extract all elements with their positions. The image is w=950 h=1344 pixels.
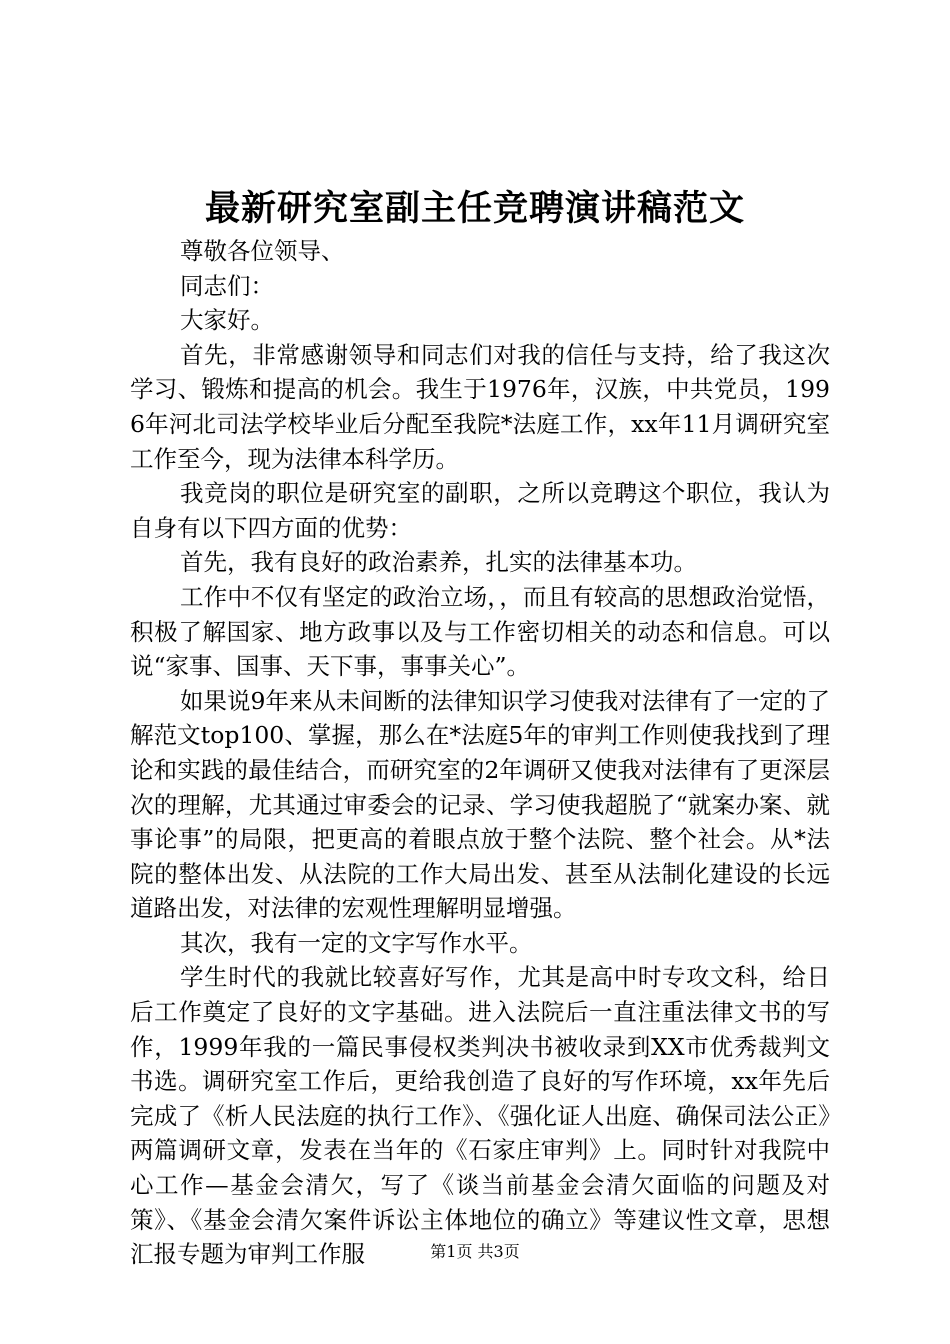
salutation-line-2: 同志们： (180, 271, 274, 300)
paragraph-advantage-1-detail: 工作中不仅有坚定的政治立场，，而且有较高的思想政治觉悟，积极了解国家、地方政事以及与工作密切相关的动态和信息。可以说“家事、国事、天下事，事事关心”。 (130, 582, 830, 681)
page-footer: 第1页 共3页 (430, 1242, 520, 1261)
paragraph-position: 我竞岗的职位是研究室的副职，之所以竞聘这个职位，我认为自身有以下四方面的优势： (130, 479, 830, 542)
salutation-line-1: 尊敬各位领导、 (180, 237, 345, 265)
greeting: 大家好。 (180, 306, 274, 335)
paragraph-advantage-2-heading: 其次，我有一定的文字写作水平。 (180, 928, 533, 957)
paragraph-advantage-1-heading: 首先，我有良好的政治素养，扎实的法律基本功。 (180, 548, 697, 577)
document-body (130, 234, 830, 1272)
document-title: 最新研究室副主任竞聘演讲稿范文 (204, 188, 745, 229)
paragraph-advantage-2-detail: 学生时代的我就比较喜好写作，尤其是高中时专攻文科，给日后工作奠定了良好的文字基础。进入法院后一直注重法律文书的写作，1999年我的一篇民事侵权类判决书被收录到XX市优秀裁判文书选。调研究室工作后，更给我创造了良好的写作环境，xx年先后完成了《析人民法庭的执行工作》、《强化证人出庭、确保司法公正》两篇调研文章，发表在当年的《石家庄审判》上。同时针对我院中心工作—基金会清欠，写了《谈当前基金会清欠面临的问题及对策》、《基金会清欠案件诉讼主体地位的确立》等建议性文章，思想汇报专题为审判工作服 (130, 963, 830, 1269)
paragraph-intro: 首先，非常感谢领导和同志们对我的信任与支持，给了我这次学习、锻炼和提高的机会。我生于1976年，汉族，中共党员，1996年河北司法学校毕业后分配至我院*法庭工作，xx年11月调研究室工作至今，现为法律本科学历。 (130, 340, 830, 473)
paragraph-advantage-1-experience: 如果说9年来从未间断的法律知识学习使我对法律有了一定的了解范文top100、掌握，那么在*法庭5年的审判工作则使我找到了理论和实践的最佳结合，而研究室的2年调研又使我对法律有了更深层次的理解，尤其通过审委会的记录、学习使我超脱了“就案办案、就事论事”的局限，把更高的着眼点放于整个法院、整个社会。从*法院的整体出发、从法院的工作大局出发、甚至从法制化建设的长远道路出发，对法律的宏观性理解明显增强。 (130, 686, 830, 923)
